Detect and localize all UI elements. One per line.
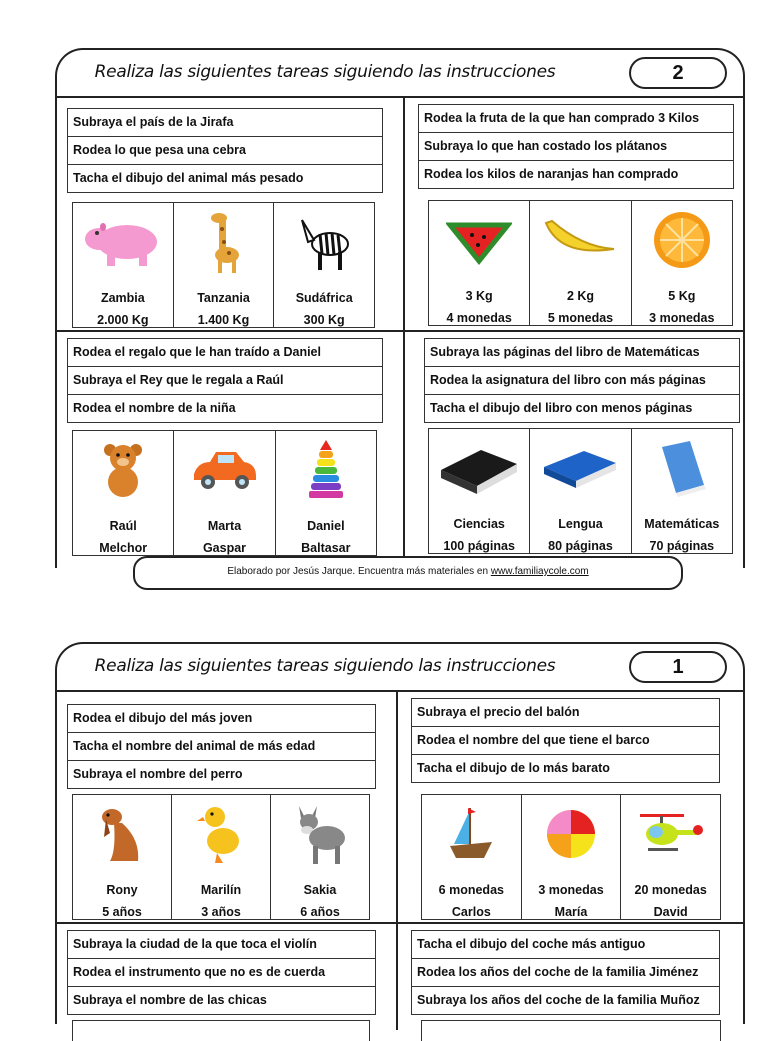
card-grid	[421, 794, 721, 920]
task-list	[67, 338, 383, 423]
card-value: David	[653, 905, 688, 919]
card-value: 6 años	[300, 905, 340, 919]
card-grid	[428, 428, 733, 554]
card-label: Sudáfrica	[295, 291, 353, 305]
task-list	[424, 338, 740, 423]
toy-car-icon	[188, 448, 260, 492]
card-value: Gaspar	[202, 541, 247, 555]
worksheet-number: 1	[629, 651, 727, 683]
card-label: 5 Kg	[668, 289, 696, 303]
card[interactable]	[73, 203, 174, 327]
light-blue-book-icon	[654, 437, 710, 499]
card-label: Sakia	[303, 883, 337, 897]
card-value: 1.400 Kg	[197, 313, 250, 327]
card[interactable]	[422, 795, 522, 919]
card[interactable]	[530, 201, 631, 325]
card[interactable]	[174, 431, 275, 555]
card[interactable]	[73, 431, 174, 555]
card-label: 6 monedas	[438, 883, 504, 897]
card-label: 3 monedas	[538, 883, 604, 897]
card-value: 80 páginas	[548, 539, 613, 553]
card[interactable]	[276, 431, 376, 555]
banana-icon	[542, 217, 618, 263]
task-line: Subraya el Rey que le regala a Raúl	[68, 367, 382, 395]
card-label: Marilín	[200, 883, 242, 897]
card[interactable]	[632, 429, 732, 553]
boat-icon	[446, 804, 496, 864]
card-value: 300 Kg	[303, 313, 345, 327]
worksheet-2-header	[55, 48, 745, 98]
task-line: Rodea el dibujo del más joven	[68, 705, 375, 733]
worksheet-title: Realiza las siguientes tareas siguiendo las instrucciones	[94, 62, 556, 82]
task-line: Rodea el nombre de la niña	[73, 401, 236, 415]
task-line: Tacha el dibujo del coche más antiguo	[412, 931, 719, 959]
card-label: Matemáticas	[644, 517, 720, 531]
task-line: Rodea lo que pesa una cebra	[68, 137, 382, 165]
column-divider	[396, 690, 398, 1030]
card-value: 3 monedas	[649, 311, 715, 325]
card-grid	[421, 1020, 721, 1041]
helicopter-icon	[636, 808, 706, 860]
card-grid	[72, 430, 377, 556]
ball-icon	[544, 807, 598, 861]
card[interactable]	[172, 795, 271, 919]
task-line: Subraya los años del coche de la familia Muñoz	[417, 993, 700, 1007]
task-line: Rodea el regalo que le han traído a Daniel	[68, 339, 382, 367]
card[interactable]	[274, 203, 374, 327]
card-value: 5 años	[102, 905, 142, 919]
task-line: Rodea el instrumento que no es de cuerda	[68, 959, 375, 987]
card-value: 70 páginas	[649, 539, 715, 553]
card-label: Raúl	[109, 519, 137, 533]
card-value: Carlos	[451, 905, 491, 919]
worksheet-title: Realiza las siguientes tareas siguiendo las instrucciones	[94, 656, 556, 676]
donkey-icon	[291, 802, 349, 866]
orange-icon	[651, 209, 713, 271]
card-label: Lengua	[558, 517, 603, 531]
card-value: 100 páginas	[443, 539, 515, 553]
task-list	[67, 108, 383, 193]
watermelon-icon	[446, 215, 512, 265]
task-line: Rodea la asignatura del libro con más páginas	[425, 367, 739, 395]
duck-icon	[197, 803, 245, 865]
card-label: 3 Kg	[465, 289, 493, 303]
card-grid	[72, 1020, 370, 1041]
card-label: Rony	[106, 883, 138, 897]
card[interactable]	[271, 795, 369, 919]
card-value: 2.000 Kg	[97, 313, 149, 327]
task-line: Tacha el nombre del animal de más edad	[68, 733, 375, 761]
task-list	[67, 704, 376, 789]
worksheet-number: 2	[629, 57, 727, 89]
hippo-icon	[83, 212, 163, 272]
task-list	[411, 930, 720, 1015]
card-value: Melchor	[99, 541, 148, 555]
task-line: Tacha el dibujo de lo más barato	[417, 761, 610, 775]
task-line: Tacha el dibujo del animal más pesado	[73, 171, 304, 185]
card-grid	[428, 200, 733, 326]
task-list	[67, 930, 376, 1015]
card-grid	[72, 794, 370, 920]
footer-link[interactable]: www.familiaycole.com	[490, 566, 589, 577]
card-label: Marta	[207, 519, 242, 533]
card-value: 3 años	[201, 905, 241, 919]
task-line: Subraya las páginas del libro de Matemáticas	[425, 339, 739, 367]
zebra-icon	[292, 210, 356, 274]
column-divider	[403, 96, 405, 556]
task-line: Tacha el dibujo del libro con menos páginas	[430, 401, 693, 415]
task-line: Subraya el país de la Jirafa	[68, 109, 382, 137]
card-label: 2 Kg	[566, 289, 595, 303]
card[interactable]	[632, 201, 732, 325]
task-list	[411, 698, 720, 783]
footer-text: Elaborado por Jesús Jarque. Encuentra más materiales en	[227, 566, 491, 577]
card[interactable]	[530, 429, 631, 553]
card[interactable]	[429, 429, 530, 553]
task-line: Subraya el nombre de las chicas	[73, 993, 267, 1007]
card-value: Baltasar	[301, 541, 351, 555]
worksheet-1-header	[55, 642, 745, 692]
card-label: Daniel	[307, 519, 345, 533]
card-grid	[72, 202, 375, 328]
card-label: 20 monedas	[634, 883, 707, 897]
card-label: Zambia	[100, 291, 145, 305]
card-label: Ciencias	[453, 517, 505, 531]
giraffe-icon	[199, 209, 249, 275]
card-value: 5 monedas	[547, 311, 614, 325]
task-list	[418, 104, 734, 189]
teddy-bear-icon	[98, 440, 148, 500]
task-line: Rodea los años del coche de la familia Jiménez	[412, 959, 719, 987]
black-book-icon	[437, 440, 521, 496]
blue-book-icon	[540, 443, 620, 493]
task-line: Subraya lo que han costado los plátanos	[419, 133, 733, 161]
task-line: Subraya el precio del balón	[412, 699, 719, 727]
dog-icon	[96, 803, 148, 865]
card[interactable]	[522, 795, 622, 919]
card-label: Tanzania	[197, 291, 250, 305]
card[interactable]	[621, 795, 720, 919]
task-line: Rodea los kilos de naranjas han comprado	[424, 167, 679, 181]
card[interactable]	[174, 203, 275, 327]
footer	[133, 556, 683, 590]
card[interactable]	[73, 795, 172, 919]
task-line: Rodea la fruta de la que han comprado 3 Kilos	[419, 105, 733, 133]
worksheet-1	[55, 642, 745, 1024]
ring-stack-toy-icon	[306, 438, 346, 502]
card[interactable]	[429, 201, 530, 325]
worksheet-2	[55, 48, 745, 577]
task-line: Subraya la ciudad de la que toca el violín	[68, 931, 375, 959]
task-line: Rodea el nombre del que tiene el barco	[412, 727, 719, 755]
task-line: Subraya el nombre del perro	[73, 767, 243, 781]
card-value: 4 monedas	[446, 311, 512, 325]
card-value: María	[554, 905, 588, 919]
